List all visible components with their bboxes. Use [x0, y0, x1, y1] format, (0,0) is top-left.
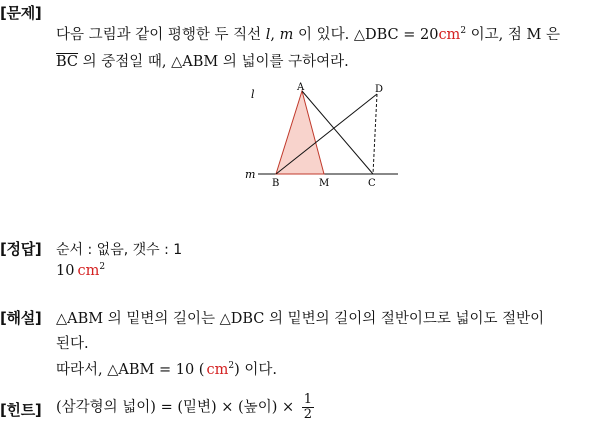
hint-tag: [힌트]	[0, 401, 42, 419]
label-c: C	[368, 178, 376, 189]
answer-line-1: 순서 : 없음, 갯수 : 1	[56, 242, 183, 258]
fraction-numerator: 1	[303, 392, 313, 407]
problem-text-middle: 이 있다. △DBC = 20	[293, 27, 439, 43]
explanation-text-end: ) 이다.	[234, 362, 277, 378]
problem-text-question: 의 중점일 때, △ABM 의 넓이를 구하여라.	[78, 54, 349, 70]
explanation-unit: cm	[206, 362, 229, 378]
unit-cm: cm	[438, 27, 461, 43]
explanation-line-3	[56, 358, 277, 379]
problem-text-start: 다음 그림과 같이 평행한 두 직선	[56, 27, 266, 43]
answer-number: 10	[56, 263, 75, 279]
line-m-symbol: m	[279, 27, 294, 43]
explanation-unit-exponent: 2	[228, 361, 235, 371]
fraction-one-half	[302, 393, 314, 422]
comma: ,	[270, 27, 280, 43]
explanation-line-2: 된다.	[56, 336, 89, 352]
explanation-tag: [해설]	[0, 309, 42, 327]
hint-line	[56, 393, 314, 422]
problem-text-end: 이고, 점 M 은	[466, 27, 560, 43]
explanation-line-1: △ABM 의 밑변의 길이는 △DBC 의 밑변의 길이의 절반이므로 넓이도 절반이	[56, 311, 545, 327]
label-a: A	[297, 82, 305, 93]
triangle-abm	[276, 91, 324, 174]
line-l-symbol: l	[265, 27, 271, 43]
unit-exponent: 2	[460, 26, 467, 36]
explanation-text-start: 따라서, △ABM = 10 (	[56, 362, 205, 378]
geometry-figure	[236, 80, 406, 192]
answer-unit: cm	[77, 263, 100, 279]
label-b: B	[272, 178, 280, 189]
label-l: l	[251, 88, 255, 101]
hint-text: (삼각형의 넓이) = (밑변) × (높이) ×	[56, 399, 299, 416]
problem-line-1	[56, 23, 560, 44]
segment-dc	[373, 94, 377, 174]
segment-bc: $\overline{BC}$	[56, 54, 79, 70]
label-m: m	[245, 168, 256, 181]
problem-tag: [문제]	[0, 4, 42, 22]
problem-line-2	[56, 50, 349, 71]
answer-unit-exponent: 2	[99, 262, 106, 272]
answer-tag: [정답]	[0, 240, 42, 258]
label-m-point: M	[319, 178, 330, 189]
answer-value	[56, 263, 105, 279]
fraction-denominator: 2	[303, 407, 313, 422]
label-d: D	[375, 84, 384, 95]
